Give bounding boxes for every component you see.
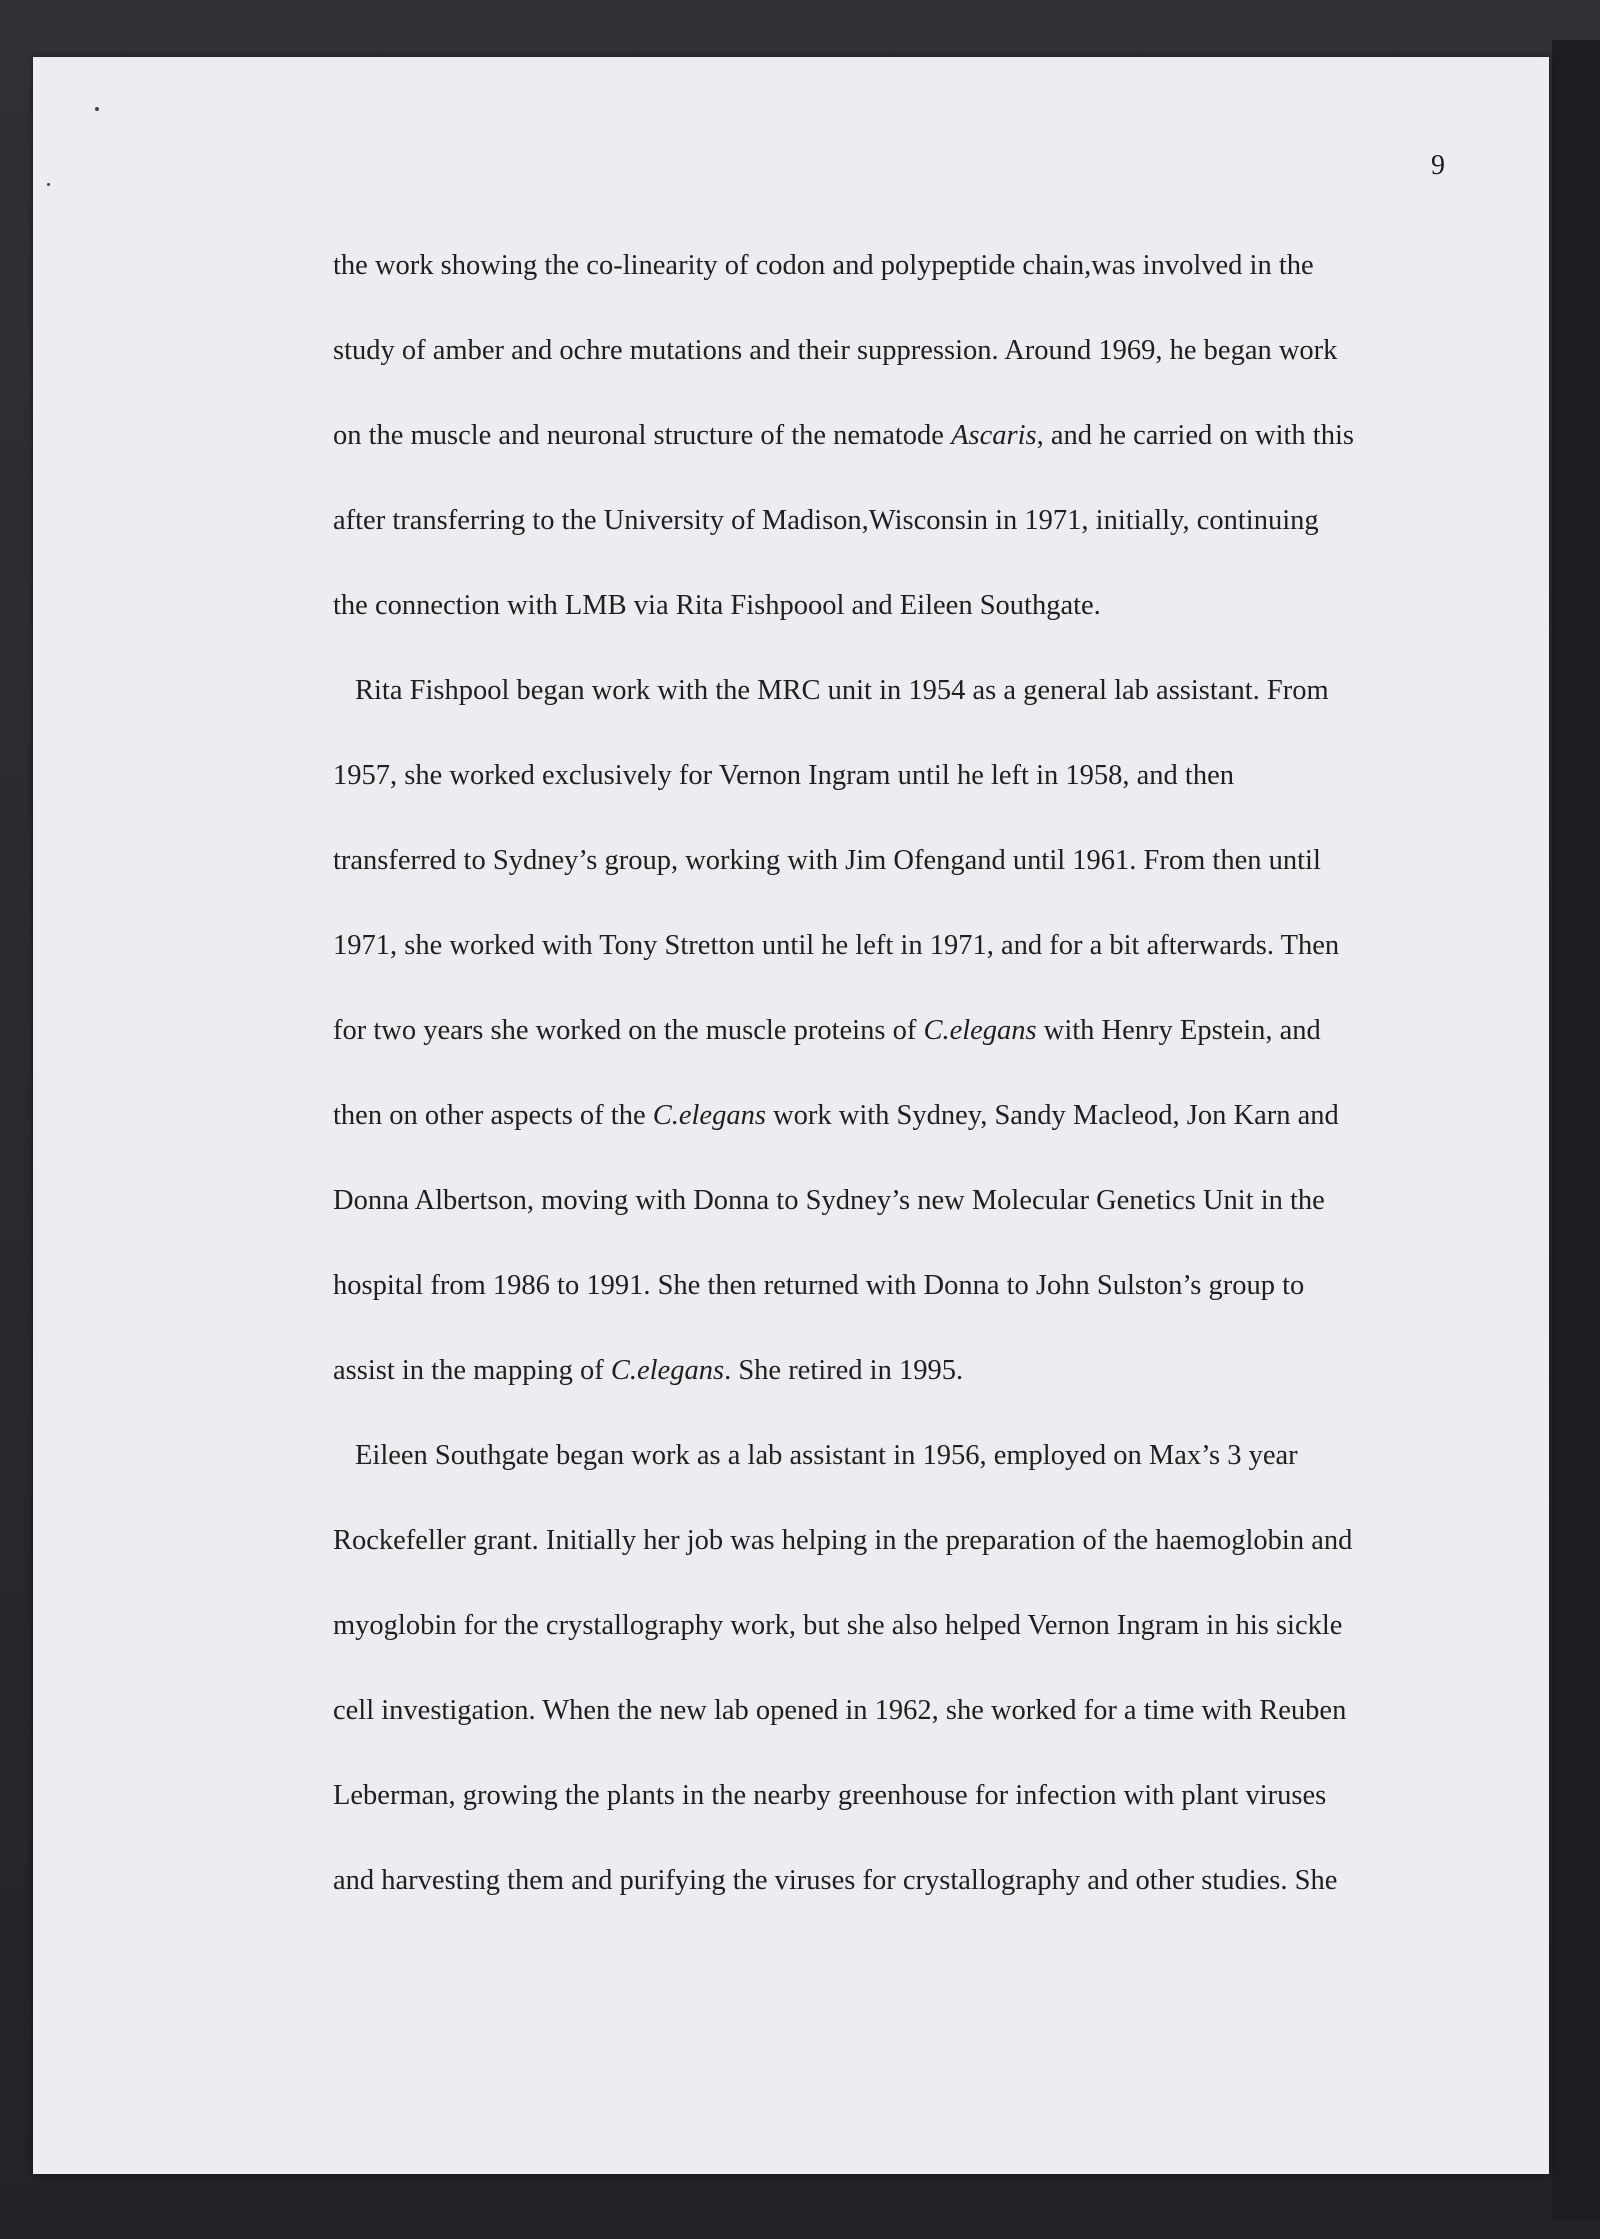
text-run: cell investigation. When the new lab opened in 1962, she worked for a time with Reuben	[333, 1695, 1347, 1726]
text-line	[333, 410, 1463, 495]
text-line	[333, 240, 1463, 325]
text-run: Donna Albertson, moving with Donna to Sydney’s new Molecular Genetics Unit in the	[333, 1185, 1325, 1216]
text-run: Leberman, growing the plants in the nearby greenhouse for infection with plant viruses	[333, 1780, 1327, 1811]
page-number: 9	[1431, 150, 1445, 181]
text-line	[333, 1770, 1463, 1855]
text-run: and harvesting them and purifying the viruses for crystallography and other studies. She	[333, 1865, 1338, 1896]
text-line	[333, 1600, 1463, 1685]
text-line	[333, 920, 1463, 1005]
text-line	[333, 1175, 1463, 1260]
text-run: the work showing the co-linearity of codon and polypeptide chain,was involved in the	[333, 250, 1314, 281]
text-run: . She retired in 1995.	[724, 1355, 964, 1386]
text-run: myoglobin for the crystallography work, but she also helped Vernon Ingram in his sickle	[333, 1610, 1343, 1641]
text-line	[333, 580, 1463, 665]
text-run: Eileen Southgate began work as a lab assistant in 1956, employed on Max’s 3 year	[355, 1440, 1298, 1471]
text-line	[333, 1855, 1463, 1940]
italic-term: Ascaris	[951, 420, 1037, 451]
text-line	[333, 1430, 1463, 1515]
text-line	[333, 1685, 1463, 1770]
italic-term: C.elegans	[652, 1100, 766, 1131]
text-run: work with Sydney, Sandy Macleod, Jon Karn and	[765, 1100, 1339, 1131]
text-run: then on other aspects of the	[333, 1100, 653, 1131]
text-run: with Henry Epstein, and	[1036, 1015, 1321, 1046]
text-run: , and he carried on with this	[1036, 420, 1354, 451]
text-run: on the muscle and neuronal structure of the nematode	[333, 420, 952, 451]
text-line	[333, 1090, 1463, 1175]
paper-speck	[47, 183, 50, 186]
text-line	[333, 1005, 1463, 1090]
italic-term: C.elegans	[923, 1015, 1037, 1046]
text-run: Rockefeller grant. Initially her job was helping in the preparation of the haemoglobin and	[333, 1525, 1353, 1556]
text-run: transferred to Sydney’s group, working with Jim Ofengand until 1961. From then until	[333, 845, 1321, 876]
text-run: the connection with LMB via Rita Fishpoool and Eileen Southgate.	[333, 590, 1101, 621]
text-run: hospital from 1986 to 1991. She then returned with Donna to John Sulston’s group to	[333, 1270, 1305, 1301]
backing-sheet	[1552, 40, 1600, 2220]
text-run: Rita Fishpool began work with the MRC unit in 1954 as a general lab assistant. From	[355, 675, 1329, 706]
paper-speck	[95, 107, 99, 111]
text-line	[333, 495, 1463, 580]
text-line	[333, 665, 1463, 750]
text-line	[333, 1515, 1463, 1600]
text-run: 1957, she worked exclusively for Vernon Ingram until he left in 1958, and then	[333, 760, 1234, 791]
text-line	[333, 1345, 1463, 1430]
text-line	[333, 325, 1463, 410]
text-run: for two years she worked on the muscle proteins of	[333, 1015, 924, 1046]
text-run: assist in the mapping of	[333, 1355, 611, 1386]
text-run: study of amber and ochre mutations and their suppression. Around 1969, he began work	[333, 335, 1338, 366]
text-line	[333, 835, 1463, 920]
text-run: 1971, she worked with Tony Stretton until he left in 1971, and for a bit afterwards. Then	[333, 930, 1340, 961]
text-line	[333, 750, 1463, 835]
text-line	[333, 1260, 1463, 1345]
text-run: after transferring to the University of Madison,Wisconsin in 1971, initially, continuing	[333, 505, 1319, 536]
italic-term: C.elegans	[610, 1355, 725, 1386]
body-text	[333, 240, 1463, 1940]
